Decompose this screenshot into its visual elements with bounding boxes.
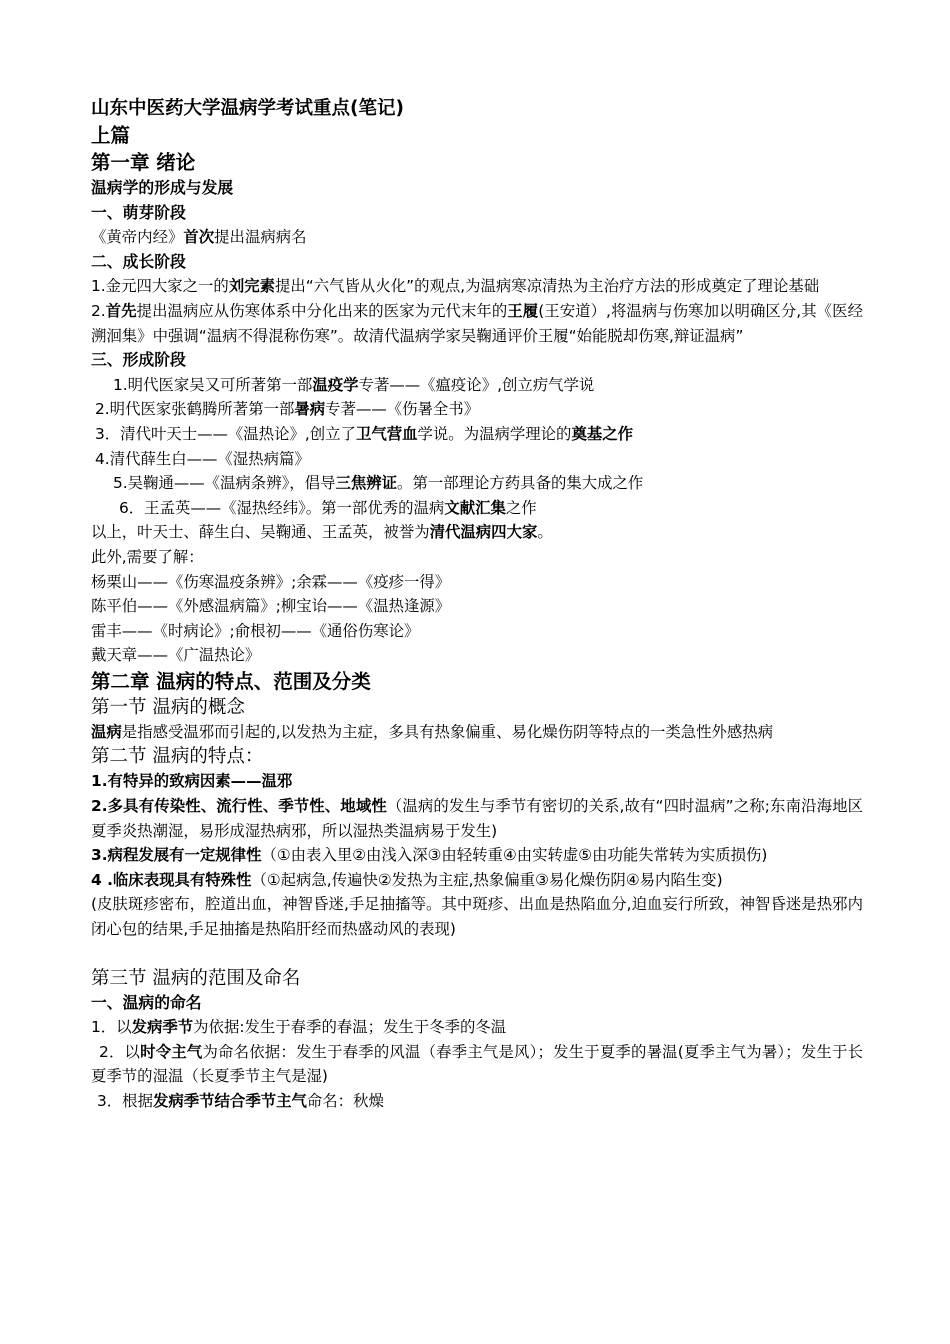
stage-2-heading: 二、成长阶段 — [91, 251, 186, 271]
feature-1: 1.有特异的致病因素——温邪 — [91, 772, 293, 791]
reference-line-1: 杨栗山——《伤寒温疫条辨》;余霖——《疫疹一得》 — [91, 572, 451, 591]
feature-2: 2.多具有传染性、流行性、季节性、地域性（温病的发生与季节有密切的关系,故有“四时温病”之称;东南沿海地区夏季炎热潮湿，易形成湿热病邪，所以湿热类温病易于发生) — [91, 797, 863, 840]
stage-3-item-1: 1.明代医家吴又可所著第一部温疫学专著——《瘟疫论》,创立疠气学说 — [113, 375, 595, 394]
reference-line-3: 雷丰——《时病论》;俞根初——《通俗伤寒论》 — [91, 621, 420, 640]
naming-heading: 一、温病的命名 — [91, 992, 202, 1012]
stage-3-item-2: 2.明代医家张鹤腾所著第一部暑病专著——《伤暑全书》 — [95, 400, 480, 419]
chapter-1-title: 第一章 绪论 — [91, 151, 196, 174]
stage-1-paragraph: 《黄帝内经》首次提出温病病名 — [91, 228, 307, 247]
definition-paragraph: 温病是指感受温邪而引起的,以发热为主症，多具有热象偏重、易化燥伤阴等特点的一类急性外感热病 — [91, 722, 774, 741]
reference-line-4: 戴天章——《广温热论》 — [91, 646, 261, 665]
stage-3-item-6: 6．王孟英——《湿热经纬》。第一部优秀的温病文献汇集之作 — [119, 498, 537, 517]
reference-line-2: 陈平伯——《外感温病篇》;柳宝诒——《温热逢源》 — [91, 597, 451, 616]
stage-3-heading: 三、形成阶段 — [91, 350, 186, 370]
feature-4: 4 .临床表现具有特殊性（①起病急,传遍快②发热为主症,热象偏重③易化燥伤阴④易内陷生变) — [91, 870, 723, 889]
section-2-title: 第二节 温病的特点： — [91, 746, 264, 768]
also-note: 此外,需要了解： — [91, 547, 204, 566]
stage-1-heading: 一、萌芽阶段 — [91, 202, 186, 222]
stage-2-paragraph-1: 1.金元四大家之一的刘完素提出“六气皆从火化”的观点,为温病寒凉清热为主治疗方法的形成奠定了理论基础 — [91, 277, 820, 296]
four-masters-summary: 以上，叶天士、薛生白、吴鞠通、王孟英，被誉为清代温病四大家。 — [91, 523, 553, 542]
document-title: 山东中医药大学温病学考试重点(笔记) — [91, 98, 404, 119]
part-title: 上篇 — [91, 124, 131, 147]
naming-item-1: 1．以发病季节为依据:发生于春季的春温；发生于冬季的冬温 — [91, 1018, 507, 1037]
section-3-title: 第三节 温病的范围及命名 — [91, 967, 301, 989]
stage-3-item-3: 3．清代叶天士——《温热论》,创立了卫气营血学说。为温病学理论的奠基之作 — [95, 424, 634, 443]
stage-3-item-4: 4.清代薛生白——《湿热病篇》 — [95, 449, 310, 468]
chapter-2-title: 第二章 温病的特点、范围及分类 — [91, 669, 371, 693]
section-1-title: 第一节 温病的概念 — [91, 696, 245, 718]
document-page — [91, 96, 863, 1114]
stage-2-paragraph-2: 2.首先提出温病应从伤寒体系中分化出来的医家为元代末年的王履(王安道）,将温病与伤寒加以明确区分,其《医经溯洄集》中强调“温病不得混称伤寒”。故清代温病学家吴鞠通评价王履“始能脱却伤寒,辩证温病” — [91, 301, 863, 345]
naming-item-2: 2．以时令主气为命名依据：发生于春季的风温（春季主气是风）；发生于夏季的暑温(夏季主气为暑）；发生于长夏季节的湿温（长夏季节主气是湿) — [91, 1042, 863, 1086]
stage-3-item-5: 5.吴鞠通——《温病条辨》，倡导三焦辨证。第一部理论方药具备的集大成之作 — [113, 474, 644, 493]
feature-4-detail: (皮肤斑疹密布，腔道出血，神智昏迷,手足抽搐等。其中斑疹、出血是热陷血分,迫血妄行所致，神智昏迷是热邪内闭心包的结果,手足抽搐是热陷肝经而热盛动风的表现) — [91, 895, 863, 939]
naming-item-3: 3．根据发病季节结合季节主气命名：秋燥 — [97, 1092, 384, 1110]
chapter-1-subtitle: 温病学的形成与发展 — [91, 178, 234, 197]
feature-3: 3.病程发展有一定规律性（①由表入里②由浅入深③由轻转重④由实转虚⑤由功能失常转为实质损伤) — [91, 846, 768, 865]
spacer — [91, 942, 863, 966]
